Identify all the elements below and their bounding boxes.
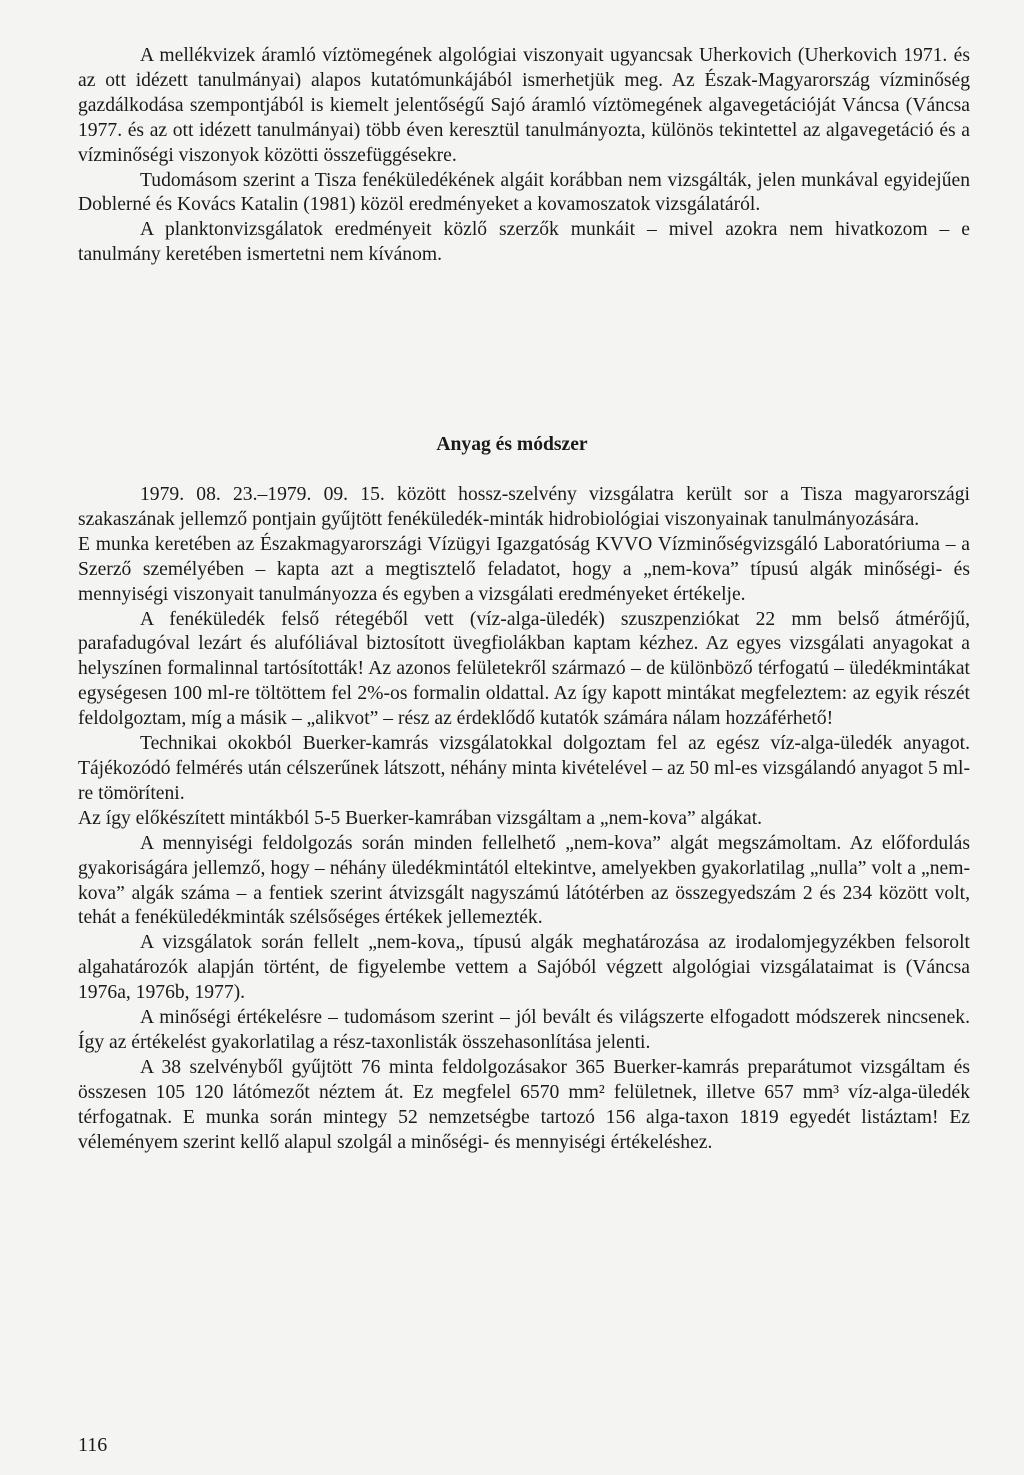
paragraph-8: Az így előkészített mintákból 5-5 Buerker-kamrában vizsgáltam a „nem-kova” algákat. xyxy=(78,807,763,829)
section-heading: Anyag és módszer xyxy=(436,434,588,455)
paragraph-1: A mellékvizek áramló víztömegének algológiai viszonyait ugyancsak Uherkovich (Uherkovich 1971. és az ott idézett tanulmányai) alapos kutatómunkájából ismerhetjük meg. Az Észak-Magyarország vízminőség gazdálkodása szempontjából is kiemelt jelentőségű Sajó áramló víztömegének algavegetációját Váncsa (Váncsa 1977. és az ott idézett tanulmányai) több éven keresztül tanulmányozta, különös tekintettel az algavegetáció és a vízminőségi viszonyok közötti összefüggésekre. xyxy=(78,45,970,166)
page-number: 116 xyxy=(78,1434,108,1456)
paragraph-3: A planktonvizsgálatok eredményeit közlő szerzők munkáit – mivel azokra nem hivatkozom – e tanulmány keretében ismertetni nem kívánom. xyxy=(78,219,970,266)
paragraph-7: Technikai okokból Buerker-kamrás vizsgálatokkal dolgoztam fel az egész víz-alga-üledék anyagot. Tájékozódó felmérés után célszerűnek látszott, néhány minta kivételével – az 50 ml-es vizsgálandó anyagot 5 ml-re tömöríteni. xyxy=(78,733,970,804)
paragraph-4: 1979. 08. 23.–1979. 09. 15. között hossz-szelvény vizsgálatra került sor a Tisza magyarországi szakaszának jellemző pontjain gyűjtött fenéküledék-minták hidrobiológiai viszonyainak tanulmányozására. xyxy=(78,484,970,530)
paragraph-9: A mennyiségi feldolgozás során minden fellelhető „nem-kova” algát megszámoltam. Az előfordulás gyakoriságára jellemző, hogy – néhány üledékmintától eltekintve, amelyekben gyakorlatilag „nulla” volt a „nem-kova” algák száma – a fentiek szerint átvizsgált nagyszámú látótérben az összegyedszám 2 és 234 között volt, tehát a fenéküledékminták szélsőséges értékek jellemezték. xyxy=(78,832,970,929)
methods-section xyxy=(78,483,970,1155)
paragraph-2: Tudomásom szerint a Tisza fenéküledékének algáit korábban nem vizsgálták, jelen munkával egyidejűen Doblerné és Kovács Katalin (1981) közöl eredményeket a kovamoszatok vizsgálatáról. xyxy=(78,169,970,216)
intro-section xyxy=(78,44,970,268)
paragraph-11: A minőségi értékelésre – tudomásom szerint – jól bevált és világszerte elfogadott módszerek nincsenek. Így az értékelést gyakorlatilag a rész-taxonlisták összehasonlítása jelenti. xyxy=(78,1007,970,1053)
paragraph-6: A fenéküledék felső rétegéből vett (víz-alga-üledék) szuszpenziókat 22 mm belső átmérőjű, parafadugóval lezárt és alufóliával biztosított üvegfiolákban kaptam kézhez. Az egyes vizsgálati anyagokat a helyszínen formalinnal tartósították! Az azonos felületekről származó – de különböző térfogatú – üledékmintákat egységesen 100 ml-re töltöttem fel 2%-os formalin oldattal. Az így kapott mintákat megfeleztem: az egyik részét feldolgoztam, míg a másik – „alikvot” – rész az érdeklődő kutatók számára nálam hozzáférhető! xyxy=(78,608,970,730)
paragraph-12: A 38 szelvényből gyűjtött 76 minta feldolgozásakor 365 Buerker-kamrás preparátumot vizsgáltam és összesen 105 120 látómezőt néztem át. Ez megfelel 6570 mm² felületnek, illetve 657 mm³ víz-alga-üledék térfogatnak. E munka során mintegy 52 nemzetségbe tartozó 156 alga-taxon 1819 egyedét listáztam! Ez véleményem szerint kellő alapul szolgál a minőségi- és mennyiségi értékeléshez. xyxy=(78,1056,970,1153)
paragraph-10: A vizsgálatok során fellelt „nem-kova„ típusú algák meghatározása az irodalomjegyzékben felsorolt algahatározók alapján történt, de figyelembe vettem a Sajóból végzett algológiai vizsgálataimat is (Váncsa 1976a, 1976b, 1977). xyxy=(78,932,970,1004)
paragraph-5: E munka keretében az Északmagyarországi Vízügyi Igazgatóság KVVO Vízminőségvizsgáló Laboratóriuma – a Szerző személyében – kapta azt a megtisztelő feladatot, hogy a „nem-kova” típusú algák minőségi- és mennyiségi viszonyait tanulmányozza és egyben a vizsgálati eredményeket értékelje. xyxy=(78,533,970,605)
